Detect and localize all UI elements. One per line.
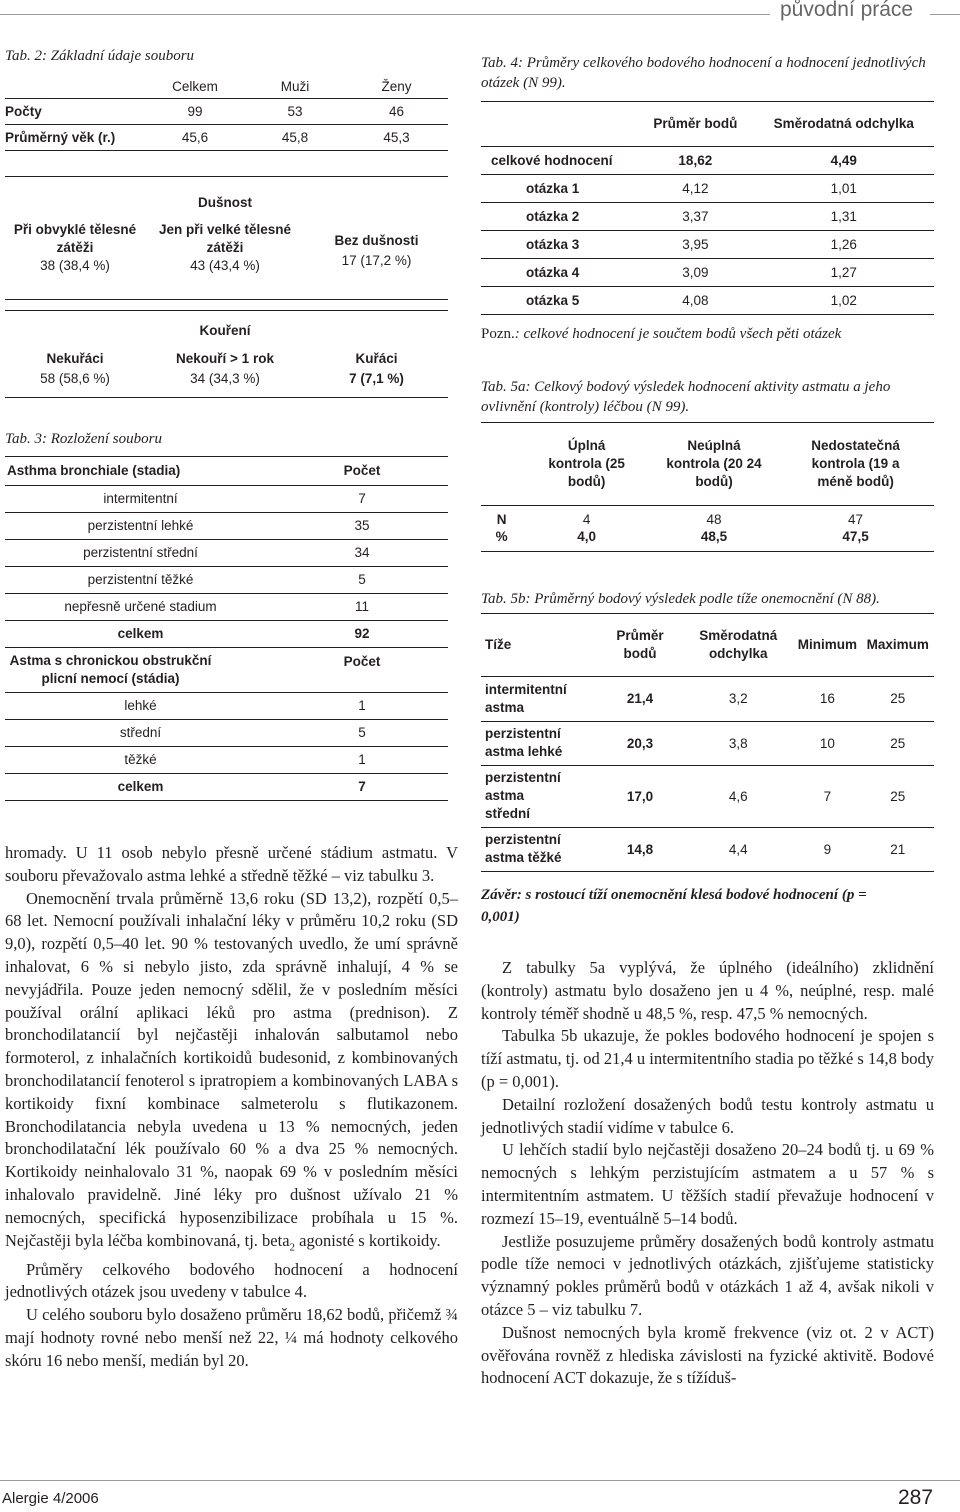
right-paragraph-3: Detailní rozložení dosažených bodů testu kontroly astmatu u jednotlivých stadií vidíme v tabulce 6. [481, 1094, 934, 1137]
cell-label: celkové hodnocení [491, 152, 613, 168]
cell-sd: 1,01 [830, 180, 857, 196]
left-paragraph-1: hromady. U 11 osob nebylo přesně určené stádium astmatu. V souboru převažovalo astma lehké a středně těžké – viz tabulku 3. [5, 843, 458, 885]
row-label: Průměrný věk (r.) [5, 129, 116, 145]
cell-min: 9 [823, 841, 832, 857]
row-label: Počty [5, 103, 42, 119]
cell-value: 7 [358, 779, 366, 795]
tab5a-row-n [481, 505, 934, 527]
cell-mean: 3,95 [682, 236, 709, 252]
cell: 4,0 [577, 529, 597, 544]
dyspnea-a-value: 38 (38,4 %) [40, 258, 110, 273]
tab5b-caption [481, 589, 936, 609]
tab3-header1: Asthma bronchiale (stadia) [7, 463, 181, 479]
cell-mean: 21,4 [626, 691, 654, 706]
tab5b-col-sd: Směrodatná odchylka [699, 627, 778, 661]
tab4-caption-label: Tab. 4 [481, 55, 518, 71]
dyspnea-title: Dušnost [198, 195, 252, 210]
tab4-col-mean: Průměr bodů [653, 116, 738, 132]
cell-value: 7 [358, 491, 366, 506]
table-row [481, 202, 934, 230]
tab3-header2: Astma s chronickou obstrukční plicní nemocí (stádia) [9, 652, 212, 686]
cell: 48,5 [700, 529, 728, 544]
tab5a-row-pct [481, 527, 934, 551]
cell-sd: 3,2 [728, 691, 748, 706]
tab3-caption [5, 429, 162, 449]
table-row [5, 512, 448, 539]
tab4-note [481, 324, 936, 344]
table-row [5, 566, 448, 593]
tab3-count-header: Počet [343, 463, 381, 479]
smoking-a-value: 58 (58,6 %) [40, 371, 110, 386]
cell-mean: 3,09 [682, 264, 709, 280]
tab5b-col-severity: Tíže [485, 637, 512, 653]
tab3-caption-label: Tab. 3 [5, 431, 42, 447]
cell-label: perzistentní lehké [87, 518, 194, 533]
cell-label: nepřesně určené stadium [64, 599, 217, 614]
cell-mean: 4,08 [682, 292, 709, 308]
cell-max: 25 [890, 735, 906, 751]
tab5b-caption-label: Tab. 5b [481, 591, 526, 607]
tab5a-caption-text: : Celkový bodový výsledek hodnocení aktivity astmatu a jeho ovlivnění (kontroly) léčbou (N 99). [481, 379, 891, 415]
tab3-count-header2: Počet [343, 653, 381, 669]
tab2-caption [5, 46, 194, 66]
left-paragraph-3: Průměry celkového bodového hodnocení a hodnocení jednotlivých otázek jsou uvedeny v tabulce 4. [5, 1259, 458, 1302]
right-paragraph-2: Tabulka 5b ukazuje, že pokles bodového hodnocení je spojen s tíží astmatu, tj. od 21,4 u intermitentního stadia po těžké s 14,8 body (p = 0,001). [481, 1026, 934, 1091]
table-row [481, 765, 934, 827]
cell-value: 11 [354, 599, 369, 614]
table-row [481, 676, 934, 721]
smoking-a-label: Nekuřáci [46, 351, 104, 366]
tab2-row-age [5, 124, 448, 150]
cell-sd: 3,8 [728, 735, 748, 751]
right-body-text [481, 957, 934, 1390]
cell-value: 5 [358, 572, 366, 587]
cell: 45,6 [181, 129, 209, 145]
table-row [5, 593, 448, 620]
cell-mean: 17,0 [626, 788, 654, 804]
cell-sd: 1,02 [830, 292, 857, 308]
left-paragraph-2-end: agonisté s kortikoidy. [295, 1230, 441, 1250]
table-row [5, 692, 448, 719]
cell-sd: 4,4 [728, 841, 748, 857]
tab2-caption-label: Tab. 2 [5, 48, 42, 64]
cell-label: perzistentní těžké [87, 572, 194, 587]
cell: 46 [388, 103, 405, 119]
table-row [481, 827, 934, 871]
cell: 45,8 [281, 129, 309, 145]
tab5b-caption-text: : Průměrný bodový výsledek podle tíže onemocnění (N 88). [525, 591, 880, 607]
cell-mean: 14,8 [626, 841, 654, 857]
dyspnea-b-value: 43 (43,4 %) [190, 258, 260, 273]
cell-label: otázka 1 [526, 180, 580, 196]
tab2-row-count [5, 98, 448, 124]
tab2-dyspnea [5, 176, 448, 300]
left-body-text [5, 842, 458, 1373]
footer-rule [0, 1480, 960, 1481]
left-paragraph-4: U celého souboru bylo dosaženo průměru 18,62 bodů, přičemž ¾ mají hodnoty rovné nebo menší než 22, ¼ má hodnoty celkového skóru 16 nebo menší, medián byl 20. [5, 1305, 458, 1370]
right-paragraph-6: Dušnost nemocných byla kromě frekvence (viz ot. 2 v ACT) ověřována rovněž z hlediska závislosti na fyzické aktivitě. Bodové hodnocení ACT dokazuje, že s tížíduš- [481, 1322, 934, 1388]
cell-mean: 4,12 [682, 180, 709, 196]
smoking-title: Kouření [199, 323, 251, 338]
cell-sd: 1,31 [830, 208, 857, 224]
cell: 47,5 [842, 529, 869, 544]
cell-max: 25 [890, 691, 906, 706]
tab3-caption-text: : Rozložení souboru [41, 431, 162, 447]
tab4-caption-text: : Průměry celkového bodového hodnocení a hodnocení jednotlivých otázek (N 99). [481, 55, 926, 91]
table-row [481, 230, 934, 258]
cell-label: otázka 4 [526, 264, 580, 280]
dyspnea-b-label: Jen při velké tělesné zátěži [158, 222, 292, 255]
header-rule-left [0, 14, 770, 15]
cell-label: otázka 3 [526, 236, 580, 252]
cell: 48 [706, 511, 722, 527]
tab2-smoking [5, 310, 448, 398]
tab2-caption-text: : Základní údaje souboru [41, 48, 195, 64]
cell-max: 21 [890, 841, 906, 857]
cell-sd: 1,27 [830, 264, 857, 280]
tab4-col-sd: Směrodatná odchylka [773, 115, 914, 131]
cell-value: 1 [358, 698, 366, 713]
cell-label: perzistentní astma střední [485, 770, 561, 821]
table-row [481, 174, 934, 202]
smoking-c-label: Kuřáci [355, 351, 398, 366]
cell: 99 [187, 103, 203, 119]
tab2-col-men: Muži [280, 79, 310, 95]
dyspnea-c [305, 231, 448, 271]
dyspnea-c-label: Bez dušnosti [334, 233, 419, 248]
header-rule-right [930, 14, 960, 15]
right-paragraph-1: Z tabulky 5a vyplývá, že úplného (ideálního) zklidnění (kontroly) astmatu bylo dosaženo jen u 4 %, neúplné, resp. malé kontroly téměř shodně u 48,5 %, resp. 47,5 % nemocných. [481, 958, 934, 1023]
tab5a-caption-label: Tab. 5a [481, 379, 526, 395]
left-paragraph-2-sub: 2 [289, 1240, 296, 1253]
table-row [481, 258, 934, 286]
table-row-total [5, 620, 448, 647]
right-paragraph-5: Jestliže posuzujeme průměry dosažených bodů kontroly astmatu podle tíže nemoci v jednotlivých otázkách, zjišťujeme statisticky významný pokles průměrů bodů v otázkách 1 až 4, avšak nikoli v otázce 5 – viz tabulku 7. [481, 1231, 934, 1319]
cell-sd: 4,6 [728, 788, 748, 804]
cell-label: střední [119, 725, 162, 740]
tab2-basic [5, 76, 448, 151]
cell-max: 25 [890, 788, 906, 804]
tab4-row-overall [481, 146, 934, 174]
table-row [5, 485, 448, 512]
smoking-a [5, 349, 145, 389]
cell: 47 [848, 511, 864, 527]
smoking-b [155, 349, 295, 389]
table-row [5, 719, 448, 746]
cell-value: 35 [354, 518, 370, 533]
cell-mean: 3,37 [682, 208, 709, 224]
table-row [5, 539, 448, 566]
dyspnea-a [5, 221, 145, 275]
table-row [481, 286, 934, 314]
cell: 4 [582, 511, 591, 527]
tab5a-col-full: Úplná kontrola (25 bodů) [548, 437, 625, 489]
cell-label: těžké [124, 752, 157, 767]
cell-label: perzistentní střední [83, 545, 198, 560]
cell-min: 10 [819, 735, 835, 751]
cell-label: perzistentní astma těžké [485, 832, 562, 866]
dyspnea-b [155, 221, 295, 275]
smoking-c [305, 349, 448, 389]
cell-label: celkem [117, 779, 164, 795]
tab5a-caption [481, 377, 936, 417]
cell-label: N [496, 511, 507, 527]
cell-value: 34 [354, 545, 370, 560]
tab4-note-label: Pozn. [481, 326, 515, 342]
dyspnea-c-value: 17 (17,2 %) [341, 253, 412, 268]
table-row [481, 721, 934, 765]
tab2-basic-table [5, 76, 448, 150]
cell-min: 7 [823, 788, 832, 804]
left-paragraph-2 [5, 888, 458, 1259]
tab5a-col-partial: Neúplná kontrola (20 24 bodů) [666, 437, 762, 489]
smoking-b-value: 34 (34,3 %) [190, 371, 260, 386]
cell-value: 1 [358, 752, 366, 767]
cell-label: lehké [124, 698, 157, 713]
table-row [5, 746, 448, 773]
cell-label: intermitentní astma [485, 681, 567, 715]
tab5a-col-insufficient: Nedostatečná kontrola (19 a méně bodů) [811, 437, 900, 489]
cell-label: celkem [117, 626, 164, 641]
cell-value: 5 [358, 725, 366, 740]
right-paragraph-4: U lehčích stadií bylo nejčastěji dosaženo 20–24 bodů tj. u 69 % nemocných s lehkým perzistujícím astmatem a u 57 % s intermitentním astmatem. U těžších stadií převažuje hodnocení v rozmezí 15–19, eventuálně 5–14 bodů. [481, 1140, 934, 1228]
cell-value: 92 [354, 626, 370, 641]
smoking-b-label: Nekouří > 1 rok [176, 351, 274, 366]
left-paragraph-2-text: Onemocnění trvala průměrně 13,6 roku (SD 13,2), rozpětí 0,5–68 let. Nemocní používali inhalační léky v průměru 10,2 roku (SD 9,0), rozpětí 0,5–40 let. 90 % testovaných uvedlo, že umí správně inhalovat, 6 % si nebylo jisto, zda správně inhalují, 4 % se nevyjádřila. Pouze jeden nemocný sdělil, že v posledním měsíci používal orální aplikaci léků pro astma (prednison). Z bronchodilatancií byl nejčastěji inhalován salbutamol nebo formoterol, z inhalačních kortikoidů budesonid, z kombinovaných bronchodilatancií fenoterol s ipratropiem a kombinovaných LABA s kortikoidy fixní kombinace salmeterolu s flutikazonem. Bronchodilatancia nebyla uvedena u 13 % nemocných, jeden bronchodilatační lék používalo 60 % a dva 25 % nemocných. Kortikoidy neinhalovalo 31 %, naopak 69 % v posledním měsíci inhalovalo pravidelně. Jiné léky pro dušnost užívalo 21 % nemocných, specifická hyposenzibilizace probíhala u 15 %. Nejčastěji byla léčba kombinovaná, tj. beta [5, 888, 458, 1250]
tab3-table [5, 456, 448, 801]
cell-label: otázka 2 [526, 208, 580, 224]
cell-min: 16 [819, 691, 835, 706]
tab2-col-total: Celkem [172, 79, 218, 95]
tab5b-conclusion: Závěr: s rostoucí tíží onemocnění klesá bodové hodnocení (p = 0,001) [481, 887, 867, 925]
cell-mean: 20,3 [626, 735, 654, 751]
tab2-col-women: Ženy [381, 79, 412, 95]
cell-mean: 18,62 [678, 152, 713, 168]
cell: 53 [287, 103, 303, 119]
tab5b-table [481, 613, 934, 872]
cell-sd: 1,26 [830, 236, 857, 252]
cell-sd: 4,49 [830, 152, 857, 168]
cell-label: % [495, 529, 508, 544]
tab5b-col-max: Maximum [866, 637, 929, 653]
cell-label: intermitentní [103, 491, 178, 506]
cell-label: otázka 5 [526, 292, 580, 308]
journal-name: Alergie 4/2006 [2, 1490, 99, 1507]
dyspnea-a-label: Při obvyklé tělesné zátěži [13, 222, 137, 255]
smoking-c-value: 7 (7,1 %) [349, 371, 404, 386]
cell-label: perzistentní astma lehké [485, 726, 563, 759]
tab4-caption [481, 53, 936, 93]
cell: 45,3 [383, 129, 410, 145]
section-title: původní práce [780, 0, 914, 21]
page-number: 287 [898, 1486, 934, 1509]
tab4-note-text: : celkové hodnocení je součtem bodů všech pěti otázek [514, 326, 842, 342]
tab5a-table [481, 422, 934, 552]
tab5b-col-mean: Průměr bodů [616, 627, 664, 661]
table-row-total [5, 773, 448, 800]
tab5b-col-min: Minimum [797, 637, 858, 653]
tab4-table [481, 101, 934, 315]
